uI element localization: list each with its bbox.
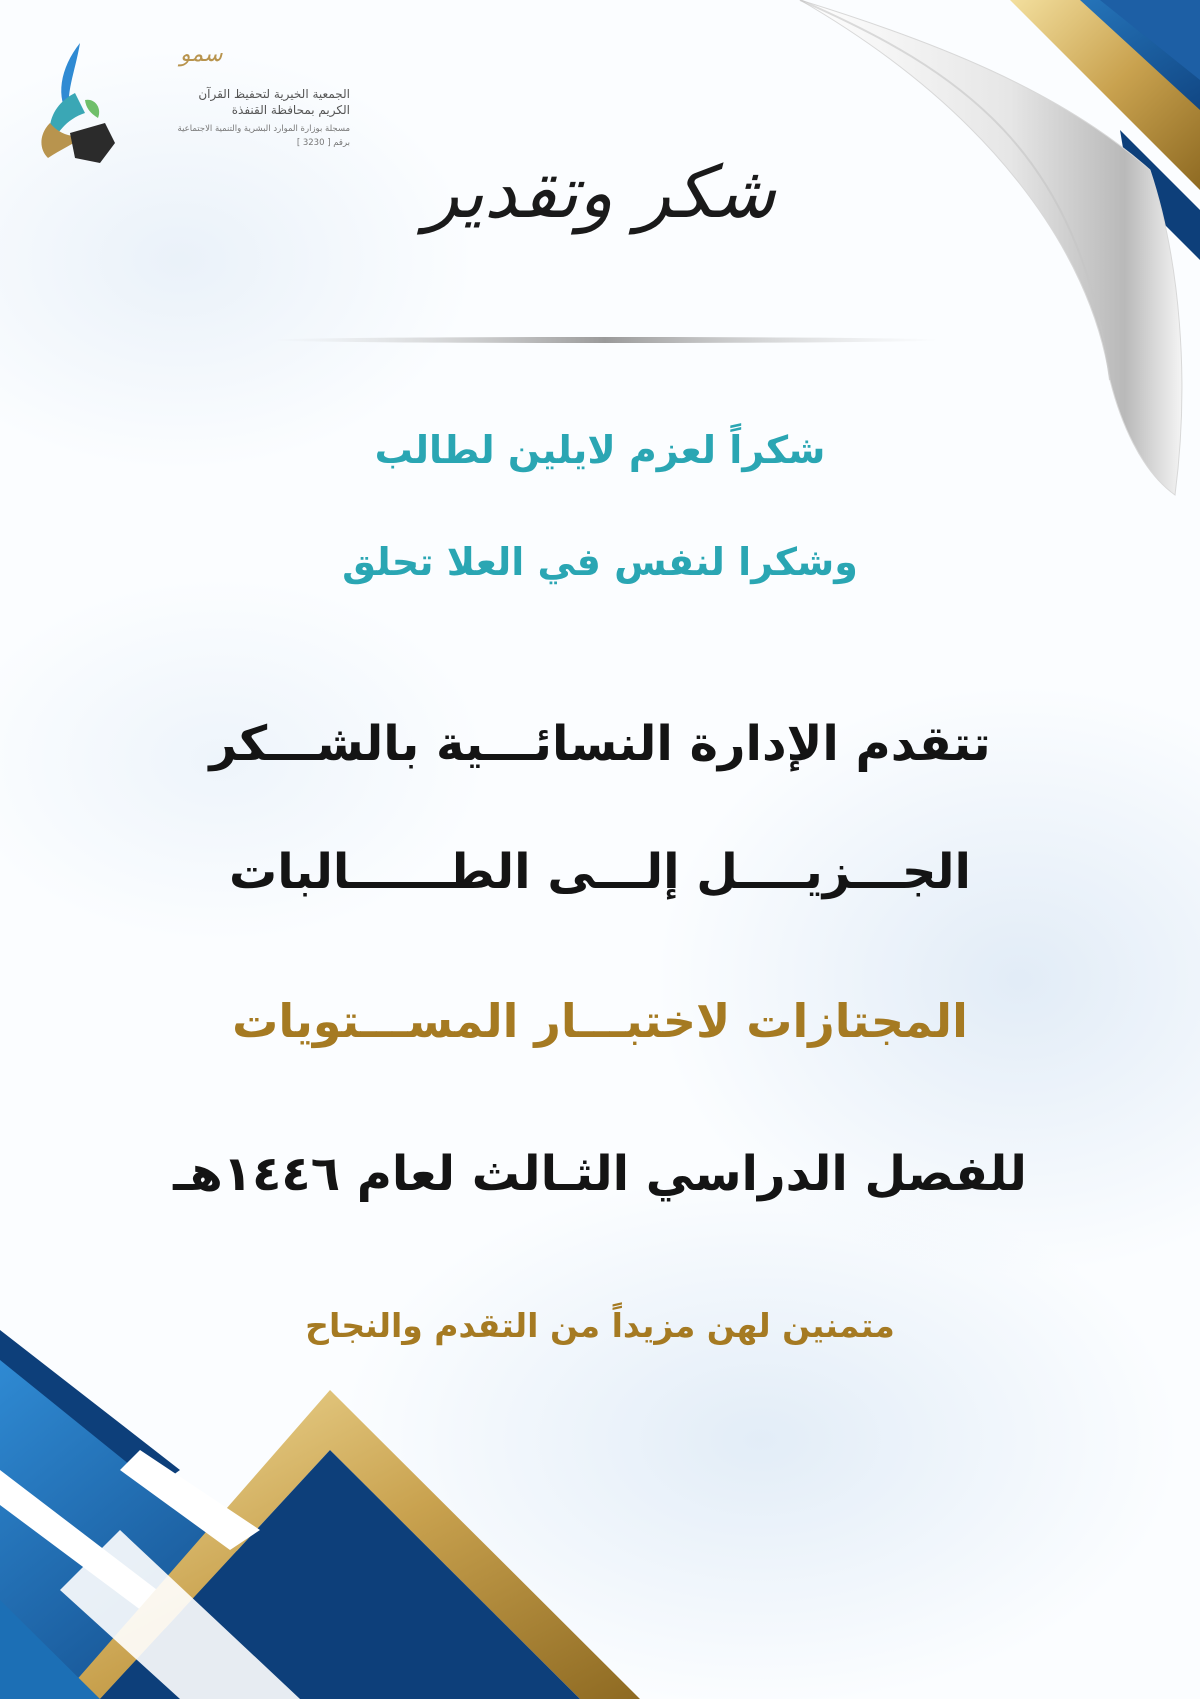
page-title: شكر وتقدير	[424, 150, 776, 234]
message-line-1: تتقدم الإدارة النسائـــية بالشـــكر	[209, 716, 991, 772]
verse-line-2: وشكرا لنفس في العلا تحلق	[342, 540, 858, 584]
organization-name-line1: الجمعية الخيرية لتحفيظ القرآن	[198, 87, 350, 101]
title-divider	[270, 335, 940, 349]
logo-mark-icon	[30, 38, 130, 168]
organization-text	[130, 86, 350, 150]
organization-logo	[30, 38, 350, 168]
message-line-2: الجـــزيــــل إلـــى الطــــــالبات	[229, 844, 971, 900]
organization-name-line2: الكريم بمحافظة القنفذة	[231, 103, 350, 117]
organization-reg-number: برقم [ 3230 ]	[296, 138, 350, 148]
message-line-3: المجتازات لاختبـــار المســـتويات	[232, 994, 968, 1048]
message-line-4: للفصل الدراسي الثـالث لعام ١٤٤٦هـ	[173, 1146, 1027, 1202]
organization-registration: مسجلة بوزارة الموارد البشرية والتنمية الاجتماعية	[177, 124, 350, 134]
organization-signature: سمو	[180, 42, 223, 67]
verse-line-1: شكراً لعزم لايلين لطالب	[374, 428, 826, 472]
closing-line: متمنين لهن مزيداً من التقدم والنجاح	[305, 1306, 895, 1345]
